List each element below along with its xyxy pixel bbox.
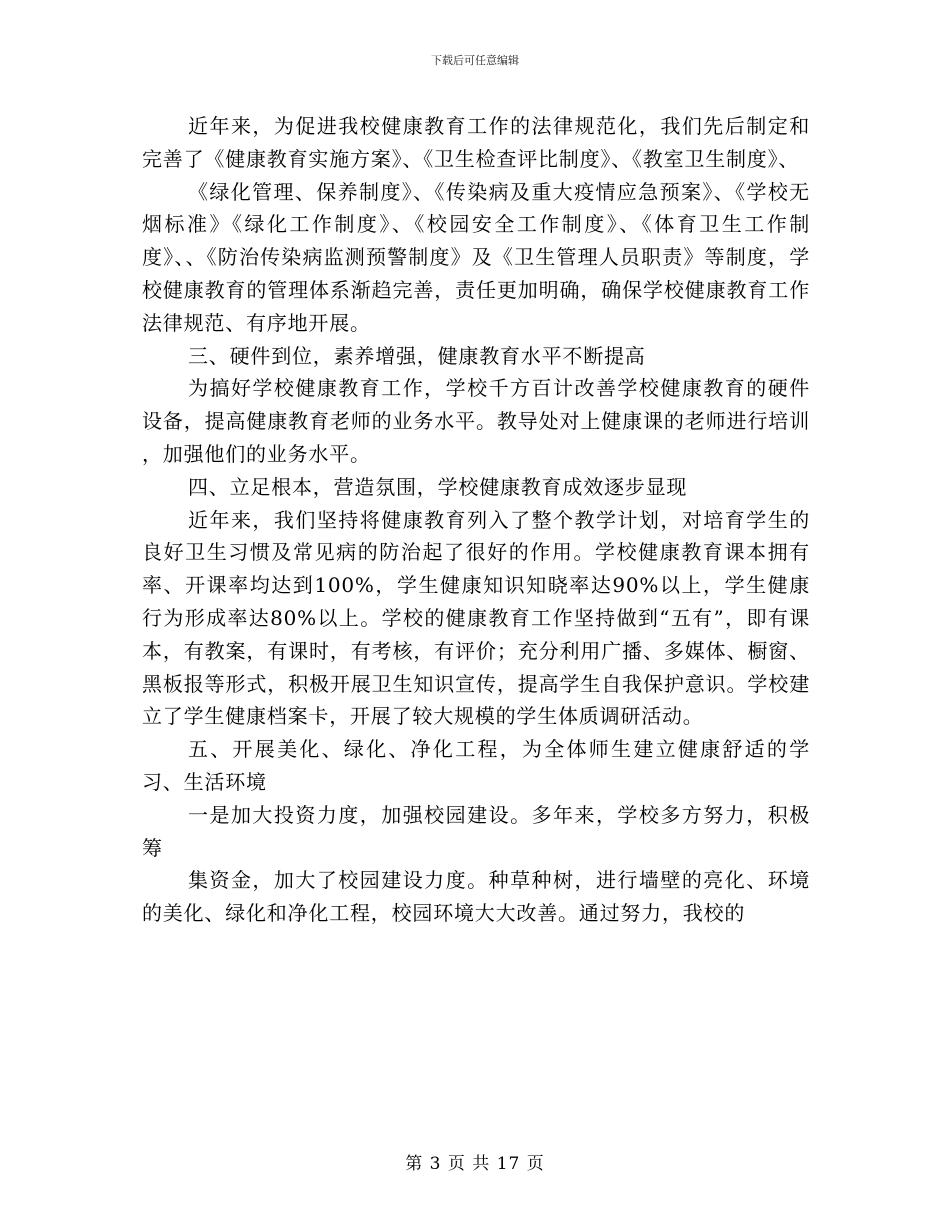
page-header: 下载后可任意编辑 bbox=[431, 54, 519, 67]
paragraph-6: 集资金，加大了校园建设力度。种草种树，进行墙壁的亮化、环境的美化、绿化和净化工程，校园环境大大改善。通过努力，我校的 bbox=[142, 868, 810, 926]
document-body bbox=[142, 110, 810, 930]
paragraph-3: 为搞好学校健康教育工作，学校千方百计改善学校健康教育的硬件设备，提高健康教育老师的业务水平。教导处对上健康课的老师进行培训 ，加强他们的业务水平。 bbox=[142, 376, 810, 466]
paragraph-4: 近年来，我们坚持将健康教育列入了整个教学计划，对培育学生的良好卫生习惯及常见病的防治起了很好的作用。学校健康教育课本拥有率、开课率均达到100%，学生健康知识知晓率达90%以上，学生健康行为形成率达80%以上。学校的健康教育工作坚持做到“五有”，即有课本，有教案，有课时，有考核，有评价；充分利用广播、多媒体、橱窗、黑板报等形式，积极开展卫生知识宣传，提高学生自我保护意识。学校建立了学生健康档案卡，开展了较大规模的学生体质调研活动。 bbox=[142, 507, 810, 729]
section-heading-3: 三、硬件到位，素养增强，健康教育水平不断提高 bbox=[188, 343, 646, 368]
page-number-footer: 第 3 页 共 17 页 bbox=[405, 1154, 545, 1174]
section-heading-4: 四、立足根本，营造氛围，学校健康教育成效逐步显现 bbox=[188, 474, 688, 499]
paragraph-1: 近年来，为促进我校健康教育工作的法律规范化，我们先后制定和完善了《健康教育实施方案》、《卫生检查评比制度》、《教室卫生制度》、 bbox=[142, 114, 810, 171]
paragraph-2: 《绿化管理、保养制度》、《传染病及重大疫情应急预案》、《学校无烟标准》《绿化工作制度》、《校园安全工作制度》、《体育卫生工作制度》、、《防治传染病监测预警制度》及《卫生管理人员职责》等制度，学校健康教育的管理体系渐趋完善，责任更加明确，确保学校健康教育工作法律规范、有序地开展。 bbox=[142, 179, 810, 335]
paragraph-5: 一是加大投资力度，加强校园建设。多年来，学校多方努力，积极筹 bbox=[142, 802, 810, 860]
section-heading-5: 五、开展美化、绿化、净化工程，为全体师生建立健康舒适的学习、生活环境 bbox=[142, 737, 810, 794]
